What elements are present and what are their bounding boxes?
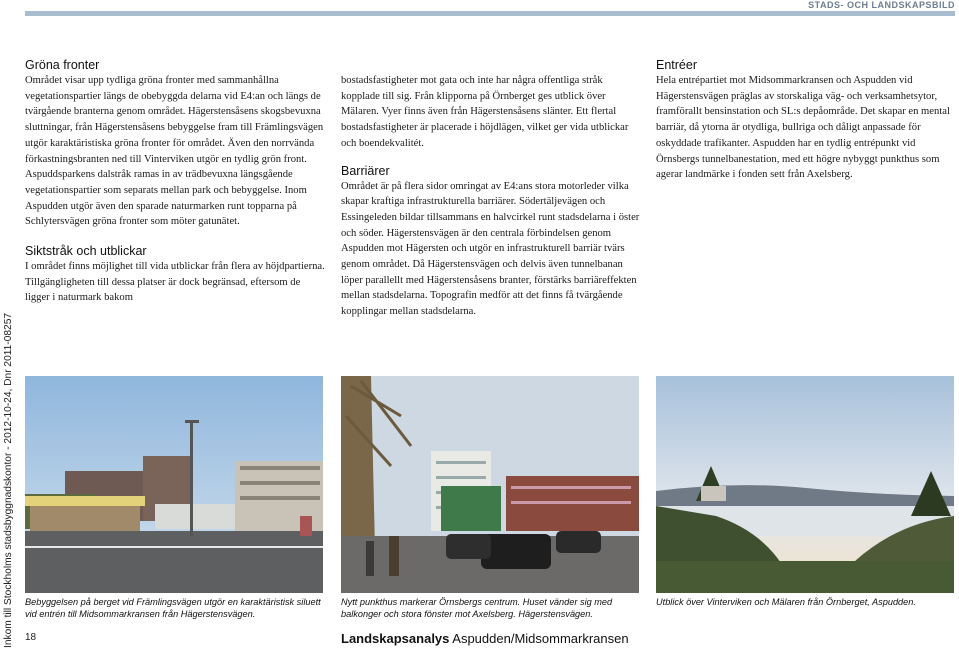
- photo-ornsberg-centrum: [341, 376, 639, 593]
- text-siktstrak: I området finns möjlighet till vida utblickar från flera av höjdpartierna. Tillgängligheten till dessa platser är dock begränsad, eftersom de ligger i naturmark bakom: [25, 261, 325, 304]
- section-siktstrak: [25, 244, 325, 306]
- section-siktstrak-cont: [341, 73, 641, 152]
- section-grona-fronter: [25, 58, 325, 230]
- document-title: [341, 631, 629, 646]
- caption-photo-1: Bebyggelsen på berget vid Främlingsvägen utgör en karaktäristisk siluett vid entrén till Midsommarkransen från Hägerstensvägen.: [25, 597, 321, 619]
- section-entreer: [656, 58, 956, 183]
- text-barriarer: Området är på flera sidor omringat av E4:ans stora motorleder vilka skapar kraftiga infrastrukturella barriärer. Södertäljevägen och Essingeleden bildar tillsammans en halvcirkel runt stadsdelarna i öster och söder. Hägerstensvägen är den centrala förbindelsen genom Aspudden mot Hägersten och utgör en infrastrukturell barriär tvärs genom området. Då Hägerstensvägen och delvis även tunnelbanan löper parallellt med Hägerstensåsens branter, förstärks barriäreffekten mellan stadsdelarna. Topografin medför att det finns få tvärgående kopplingar mellan stadsdelarna.: [341, 180, 640, 318]
- text-entreer: Hela entrépartiet mot Midsommarkransen och Aspudden vid Hägerstensvägen präglas av storskaliga väg- och verksamhetsytor, framförallt bensinstation och SL:s depåområde. Det skapar en mental barriär, då ytorna är otydliga, bullriga och dåligt anpassade för oskyddade trafikanter. Aspudden har en tydlig entrépunkt vid Örnsbergs tunnelbanestation, med ett högre nybyggt punkthus som agerar landmärke i fonden sett från Axelsberg.: [656, 75, 950, 181]
- heading-entreer: Entréer: [656, 58, 697, 72]
- header-bar: [25, 11, 955, 16]
- heading-grona-fronter: Gröna fronter: [25, 58, 100, 72]
- registry-stamp: Inkom till Stockholms stadsbyggnadskontor - 2012-10-24, Dnr 2011-08257: [3, 312, 14, 648]
- column-right: [656, 58, 956, 191]
- caption-photo-3: Utblick över Vinterviken och Mälaren från Örnberget, Aspudden.: [656, 597, 916, 607]
- column-middle: [341, 73, 641, 328]
- page-number: 18: [25, 632, 37, 643]
- text-siktstrak-continued: bostadsfastigheter mot gata och inte har några offentliga stråk kopplade till sig. Från klipporna på Örnberget ges utblick över Mälaren. Vyer finns även från Hägerstensåsens slänter. Ett flertal bostadsfastigheter är placerade i höjdlägen, vilket ger vida utblickar och boendekvalitét.: [341, 75, 629, 149]
- photo-vinterviken: [656, 376, 954, 593]
- document-title-bold: Landskapsanalys: [341, 631, 450, 646]
- caption-photo-2: Nytt punkthus markerar Örnsbergs centrum. Huset vänder sig med balkonger och stora fönster mot Axelsberg. Hägerstensvägen.: [341, 597, 613, 619]
- document-title-rest: Aspudden/Midsommarkransen: [449, 631, 629, 646]
- column-left: [25, 58, 325, 314]
- section-barriarer: [341, 164, 641, 320]
- heading-siktstrak: Siktstråk och utblickar: [25, 244, 147, 259]
- text-grona-fronter: Området visar upp tydliga gröna fronter med sammanhållna vegetationspartier längs de obebyggda delarna vid E4:an och längs de tvärgående branterna genom området. Hägerstensåsens skogsbevuxna sluttningar, från Hägerstensåsens bebyggelse fram till Främlingsvägen utgör karaktäristiska gröna fronter för området. Även den norrvända förkastningsbranten ned till Vinterviken utgör en tydlig grön front. Aspuddsparkens dalstråk ramas in av trädbevuxna längsgående vegetationspartier som separats mellan park och bebyggelse. Inom Aspudden utgör även den sparade naturmarken runt topparna på Schlytersvägen gröna fronter som möter gatunätet.: [25, 75, 324, 228]
- heading-barriarer: Barriärer: [341, 163, 390, 178]
- section-label: STADS- OCH LANDSKAPSBILD: [808, 0, 955, 10]
- photo-framlingsvagen: [25, 376, 323, 593]
